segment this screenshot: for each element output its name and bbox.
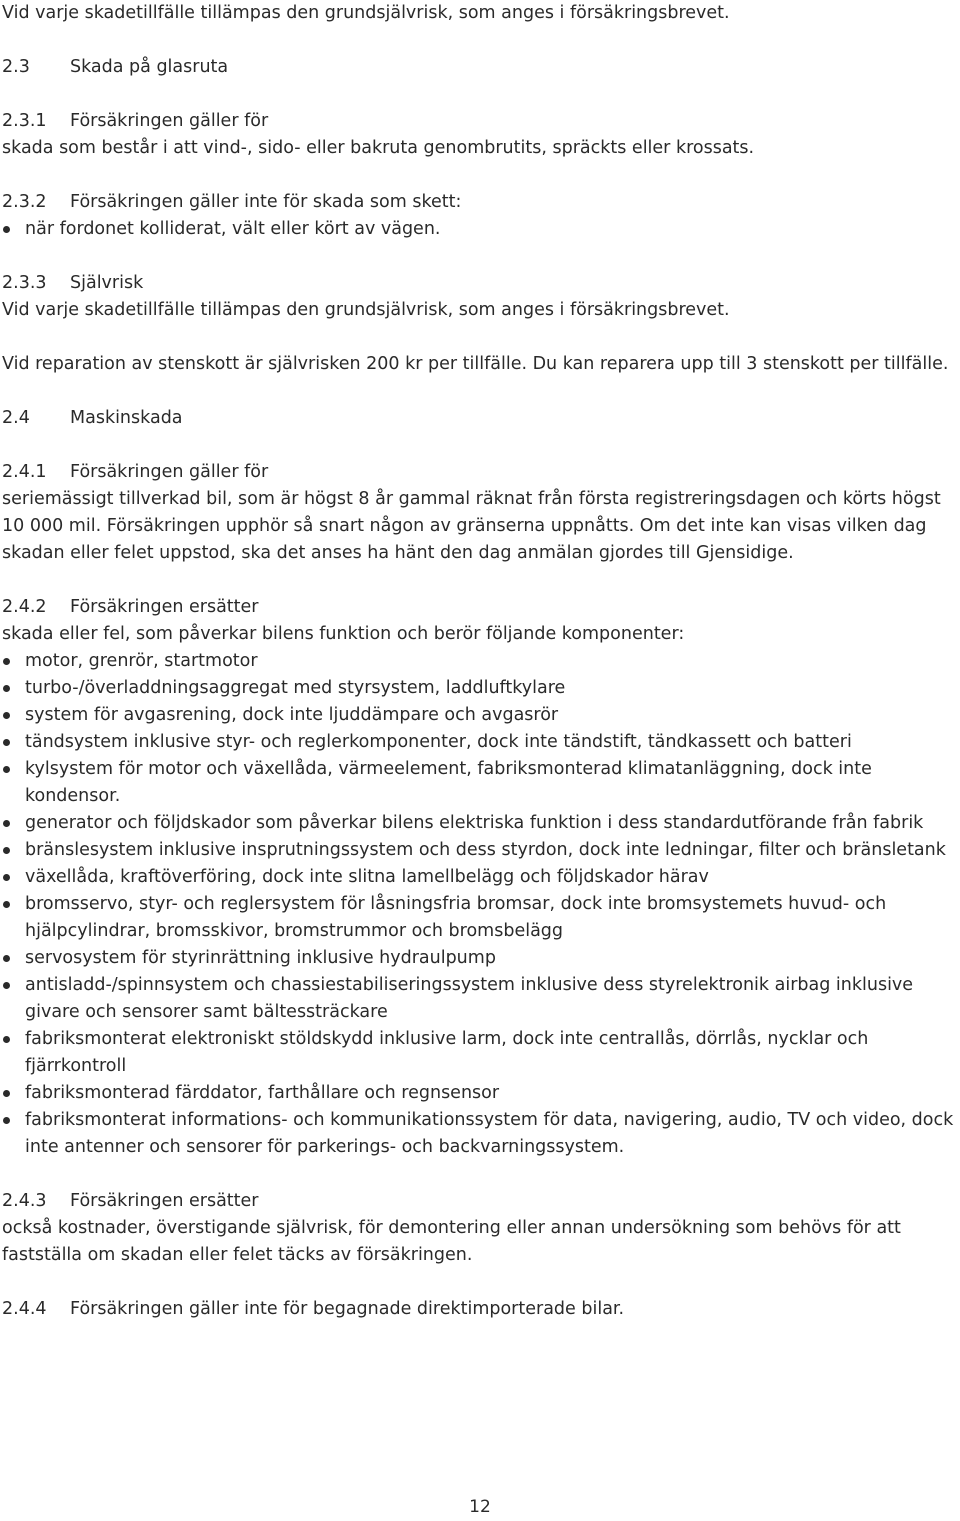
section-2-4-2-list xyxy=(2,648,954,1161)
section-title: Försäkringen gäller inte för skada som skett: xyxy=(70,192,462,212)
list-item: fabriksmonterad färddator, farthållare och regnsensor xyxy=(2,1080,954,1107)
bullet-icon xyxy=(3,1117,10,1124)
section-title: Försäkringen gäller för xyxy=(70,111,269,131)
section-2-3-1-body: skada som består i att vind-, sido- eller bakruta genombrutits, spräckts eller krossats. xyxy=(2,138,755,158)
list-item: fabriksmonterat elektroniskt stöldskydd inklusive larm, dock inte centrallås, dörrlås, nycklar och fjärrkontroll xyxy=(2,1026,954,1080)
section-number: 2.3 xyxy=(2,57,30,77)
section-2-4-3-heading xyxy=(2,1188,954,1215)
bullet-icon xyxy=(3,226,10,233)
section-number: 2.4 xyxy=(2,408,30,428)
page-number: 12 xyxy=(469,1497,491,1517)
section-2-4-3-body: också kostnader, överstigande självrisk, för demontering eller annan undersökning som behövs för att fastställa om skadan eller felet täcks av försäkringen. xyxy=(2,1218,901,1265)
list-item: fabriksmonterat informations- och kommunikationssystem för data, navigering, audio, TV och video, dock inte antenner och sensorer för parkerings- och backvarningssystem. xyxy=(2,1107,954,1161)
list-item: turbo-/överladdningsaggregat med styrsystem, laddluftkylare xyxy=(2,675,954,702)
section-2-3-3-body-2: Vid reparation av stenskott är självrisken 200 kr per tillfälle. Du kan reparera upp till 3 stenskott per tillfälle. xyxy=(2,354,949,374)
list-item: generator och följdskador som påverkar bilens elektriska funktion i dess standardutförande från fabrik xyxy=(2,810,954,837)
bullet-icon xyxy=(3,847,10,854)
section-title: Maskinskada xyxy=(70,408,183,428)
list-item: växellåda, kraftöverföring, dock inte slitna lamellbelägg och följdskador härav xyxy=(2,864,954,891)
section-number: 2.4.2 xyxy=(2,597,47,617)
section-2-4-2-heading xyxy=(2,594,954,621)
section-number: 2.4.4 xyxy=(2,1299,47,1319)
bullet-icon xyxy=(3,739,10,746)
bullet-icon xyxy=(3,766,10,773)
section-title: Självrisk xyxy=(70,273,144,293)
list-item: antisladd-/spinnsystem och chassiestabiliseringssystem inklusive dess styrelektronik airbag inklusive givare och sensorer samt bältessträckare xyxy=(2,972,954,1026)
section-2-4-1-body: seriemässigt tillverkad bil, som är högst 8 år gammal räknat från första registreringsdagen och körts högst 10 000 mil. Försäkringen upphör så snart någon av gränserna uppnåtts. Om det inte kan visas vilken dag skadan eller felet uppstod, ska det anses ha hänt den dag anmälan gjordes till Gjensidige. xyxy=(2,489,941,563)
section-title: Försäkringen ersätter xyxy=(70,1191,259,1211)
section-title: Försäkringen gäller inte för begagnade direktimporterade bilar. xyxy=(70,1299,625,1319)
section-2-3-1-heading xyxy=(2,108,954,135)
section-2-4-2-body: skada eller fel, som påverkar bilens funktion och berör följande komponenter: xyxy=(2,624,685,644)
list-item: när fordonet kolliderat, vält eller kört av vägen. xyxy=(2,216,954,243)
bullet-icon xyxy=(3,820,10,827)
section-2-3-heading xyxy=(2,54,954,81)
section-2-3-2-heading xyxy=(2,189,954,216)
list-item: servosystem för styrinrättning inklusive hydraulpump xyxy=(2,945,954,972)
bullet-icon xyxy=(3,901,10,908)
bullet-icon xyxy=(3,685,10,692)
section-2-4-4-heading xyxy=(2,1296,954,1323)
section-number: 2.3.3 xyxy=(2,273,47,293)
bullet-icon xyxy=(3,874,10,881)
section-2-3-2-list xyxy=(2,216,954,243)
list-item: tändsystem inklusive styr- och reglerkomponenter, dock inte tändstift, tändkassett och batteri xyxy=(2,729,954,756)
bullet-icon xyxy=(3,712,10,719)
list-item: kylsystem för motor och växellåda, värmeelement, fabriksmonterad klimatanläggning, dock inte kondensor. xyxy=(2,756,954,810)
list-item: motor, grenrör, startmotor xyxy=(2,648,954,675)
section-number: 2.3.2 xyxy=(2,192,47,212)
section-title: Försäkringen gäller för xyxy=(70,462,269,482)
section-2-4-heading xyxy=(2,405,954,432)
bullet-icon xyxy=(3,982,10,989)
document-body xyxy=(2,0,954,1323)
section-title: Skada på glasruta xyxy=(70,57,229,77)
section-2-3-3-heading xyxy=(2,270,954,297)
intro-text: Vid varje skadetillfälle tillämpas den grundsjälvrisk, som anges i försäkringsbrevet. xyxy=(2,3,730,23)
section-2-4-1-heading xyxy=(2,459,954,486)
section-number: 2.3.1 xyxy=(2,111,47,131)
section-2-3-3-body-1: Vid varje skadetillfälle tillämpas den grundsjälvrisk, som anges i försäkringsbrevet. xyxy=(2,300,730,320)
bullet-icon xyxy=(3,1090,10,1097)
list-item: system för avgasrening, dock inte ljuddämpare och avgasrör xyxy=(2,702,954,729)
section-number: 2.4.3 xyxy=(2,1191,47,1211)
list-item: bränslesystem inklusive insprutningssystem och dess styrdon, dock inte ledningar, filter och bränsletank xyxy=(2,837,954,864)
bullet-icon xyxy=(3,1036,10,1043)
bullet-icon xyxy=(3,658,10,665)
bullet-icon xyxy=(3,955,10,962)
section-number: 2.4.1 xyxy=(2,462,47,482)
list-item: bromsservo, styr- och reglersystem för låsningsfria bromsar, dock inte bromsystemets huvud- och hjälpcylindrar, bromsskivor, bromstrummor och bromsbelägg xyxy=(2,891,954,945)
section-title: Försäkringen ersätter xyxy=(70,597,259,617)
